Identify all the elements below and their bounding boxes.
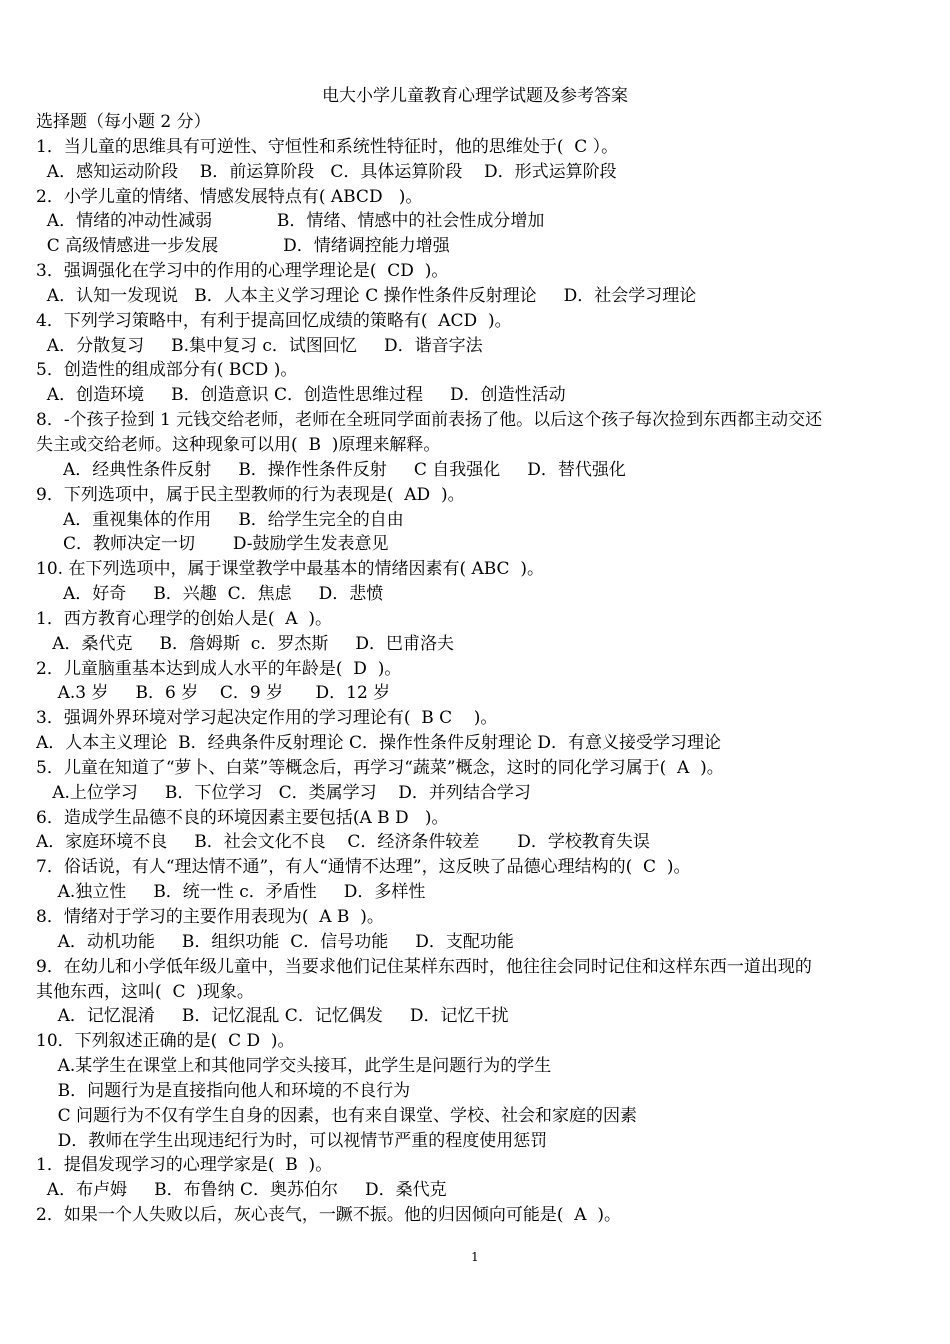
text-line: 5．儿童在知道了“萝卜、白菜”等概念后，再学习“蔬菜”概念，这时的同化学习属于( A )。 [36,757,724,778]
text-line: A.某学生在课堂上和其他同学交头接耳，此学生是问题行为的学生 [36,1056,552,1077]
text-line: A．动机功能 B．组织功能 C．信号功能 D．支配功能 [36,931,514,952]
text-line: A.上位学习 B．下位学习 C．类属学习 D．并列结合学习 [36,782,531,803]
text-line: 10. 在下列选项中，属于课堂教学中最基本的情绪因素有( ABC )。 [36,559,545,580]
text-line: 1．当儿童的思维具有可逆性、守恒性和系统性特征时，他的思维处于( C ）。 [36,136,619,157]
text-line: 6．造成学生品德不良的环境因素主要包括(A B D )。 [36,807,449,828]
text-line: 2．儿童脑重基本达到成人水平的年龄是( D )。 [36,658,402,679]
page-title: 电大小学儿童教育心理学试题及参考答案 [322,86,628,106]
text-line: A．情绪的冲动性减弱 B．情绪、情感中的社会性成分增加 [36,211,545,232]
text-line: A．桑代克 B．詹姆斯 c．罗杰斯 D．巴甫洛夫 [36,633,454,654]
text-line: 9．在幼儿和小学低年级儿童中，当要求他们记住某样东西时，他往往会同时记住和这样东西一道出现的 [36,956,812,977]
text-line: 其他东西，这叫( C )现象。 [36,981,254,1002]
text-line: 5．创造性的组成部分有( BCD )。 [36,360,298,381]
text-line: 8．-个孩子捡到 1 元钱交给老师，老师在全班同学面前表扬了他。以后这个孩子每次捡到东西都主动交还 [36,410,823,431]
text-line: 失主或交给老师。这种现象可以用( B )原理来解释。 [36,434,441,455]
text-line: A.独立性 B．统一性 c．矛盾性 D．多样性 [36,882,426,903]
text-line: 选择题（每小题 2 分） [36,112,211,132]
text-line: 3．强调外界环境对学习起决定作用的学习理论有( B C )。 [36,708,498,729]
text-line: A．重视集体的作用 B．给学生完全的自由 [36,509,404,530]
text-line: D．教师在学生出现违纪行为时，可以视情节严重的程度使用惩罚 [36,1130,548,1151]
text-line: A．布卢姆 B．布鲁纳 C．奥苏伯尔 D．桑代克 [36,1180,447,1201]
text-line: 2．小学儿童的情绪、情感发展特点有( ABCD )。 [36,186,423,207]
text-line: 1．提倡发现学习的心理学家是( B )。 [36,1155,333,1176]
text-line: 2．如果一个人失败以后，灰心丧气，一蹶不振。他的归因倾向可能是( A )。 [36,1205,621,1226]
text-line: C 问题行为不仅有学生自身的因素，也有来自课堂、学校、社会和家庭的因素 [36,1105,638,1126]
text-line: 4．下列学习策略中，有利于提高回忆成绩的策略有( ACD )。 [36,310,512,331]
page-number: 1 [471,1250,479,1264]
text-line: A．感知运动阶段 B．前运算阶段 C．具体运算阶段 D．形式运算阶段 [36,161,617,182]
text-line: A．认知一发现说 B．人本主义学习理论 C 操作性条件反射理论 D．社会学习理论 [36,285,697,306]
text-line: A.3 岁 B．6 岁 C．9 岁 D．12 岁 [36,683,391,704]
text-line: C．教师决定一切 D-鼓励学生发表意见 [36,534,389,555]
text-line: A．分散复习 B.集中复习 c．试图回忆 D．谐音字法 [36,335,483,356]
text-line: 1．西方教育心理学的创始人是( A )。 [36,608,332,629]
text-line: A．好奇 B．兴趣 C．焦虑 D．悲愤 [36,584,384,605]
text-line: A．人本主义理论 B．经典条件反射理论 C．操作性条件反射理论 D．有意义接受学习理论 [36,733,722,754]
text-line: A．经典性条件反射 B．操作性条件反射 C 自我强化 D．替代强化 [36,459,626,480]
text-line: 3．强调强化在学习中的作用的心理学理论是( CD )。 [36,261,449,282]
text-line: 10．下列叙述正确的是( C D )。 [36,1031,295,1052]
text-line: A．创造环境 B．创造意识 C．创造性思维过程 D．创造性活动 [36,385,566,406]
text-line: A．记忆混淆 B．记忆混乱 C．记忆偶发 D．记忆干扰 [36,1006,509,1027]
text-line: 8．情绪对于学习的主要作用表现为( A B )。 [36,907,384,927]
text-line: 7．俗话说，有人“理达情不通”，有人“通情不达理”，这反映了品德心理结构的( C )。 [36,857,691,878]
text-line: A．家庭环境不良 B．社会文化不良 C．经济条件较差 D．学校教育失误 [36,832,650,853]
text-line: C 高级情感进一步发展 D．情绪调控能力增强 [36,236,450,257]
text-line: B．问题行为是直接指向他人和环境的不良行为 [36,1080,411,1101]
text-line: 9．下列选项中，属于民主型教师的行为表现是( AD )。 [36,484,465,505]
question-list [36,110,926,1228]
